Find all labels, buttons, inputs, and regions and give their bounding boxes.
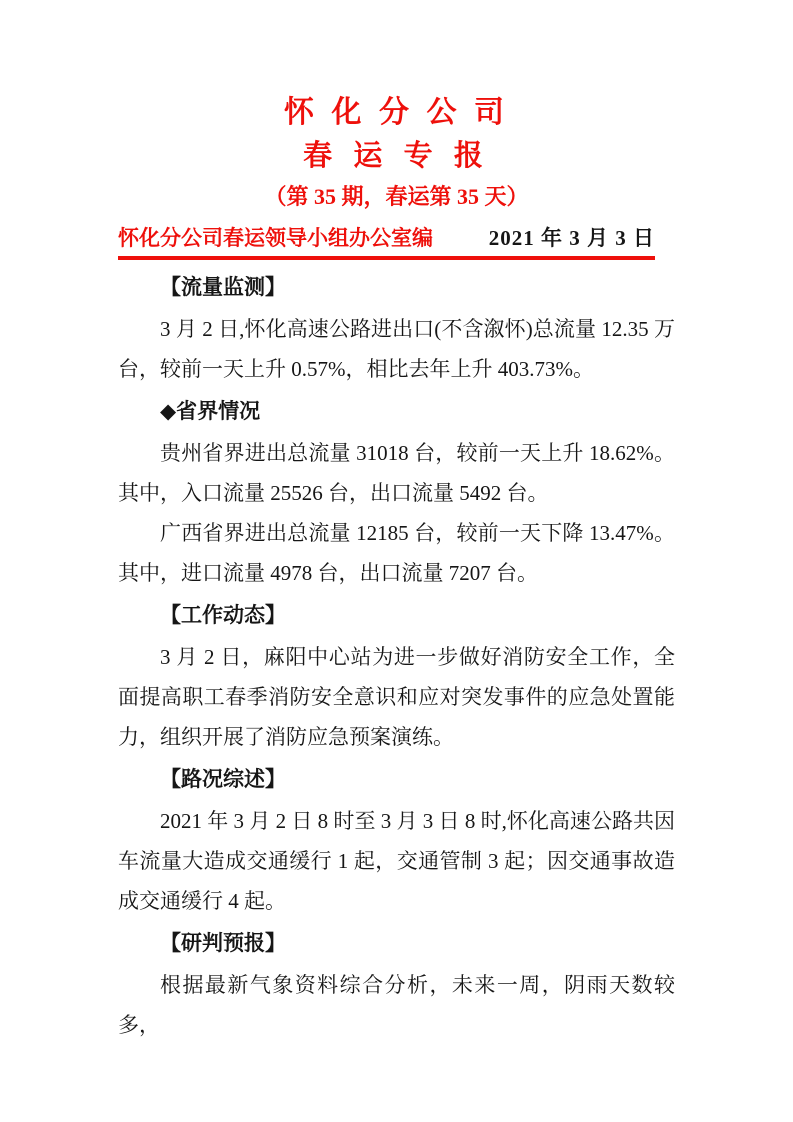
document-body: [118, 268, 675, 1045]
paragraph: 贵州省界进出总流量 31018 台，较前一天上升 18.62%。其中，入口流量 25526 台，出口流量 5492 台。: [118, 441, 675, 505]
issue-line: （第 35 期，春运第 35 天）: [264, 184, 529, 209]
issue-date: 2021 年 3 月 3 日: [488, 226, 655, 250]
paragraph: 根据最新气象资料综合分析，未来一周，阴雨天数较多，: [118, 973, 675, 1037]
paragraph: 广西省界进出总流量 12185 台，较前一天下降 13.47%。其中，进口流量 4978 台，出口流量 7207 台。: [118, 521, 675, 585]
divider-rule: [118, 256, 655, 260]
section-heading: 【研判预报】: [160, 932, 286, 955]
document-title: 怀 化 分 公 司: [284, 96, 509, 129]
paragraph: 3 月 2 日，麻阳中心站为进一步做好消防安全工作，全面提高职工春季消防安全意识和应对突发事件的应急处置能力，组织开展了消防应急预案演练。: [118, 645, 675, 749]
editor-label: 怀化分公司春运领导小组办公室编: [118, 226, 433, 250]
sub-heading: ◆省界情况: [160, 400, 261, 423]
section-heading: 【流量监测】: [160, 276, 286, 299]
paragraph: 3 月 2 日,怀化高速公路进出口(不含溆怀)总流量 12.35 万台，较前一天上升 0.57%，相比去年上升 403.73%。: [118, 317, 675, 381]
document-header: [118, 92, 675, 260]
paragraph: 2021 年 3 月 2 日 8 时至 3 月 3 日 8 时,怀化高速公路共因车流量大造成交通缓行 1 起，交通管制 3 起；因交通事故造成交通缓行 4 起。: [118, 809, 675, 913]
document-subtitle: 春 运 专 报: [303, 140, 490, 172]
masthead: [118, 224, 655, 252]
section-heading: 【工作动态】: [160, 604, 286, 627]
section-heading: 【路况综述】: [160, 768, 286, 791]
